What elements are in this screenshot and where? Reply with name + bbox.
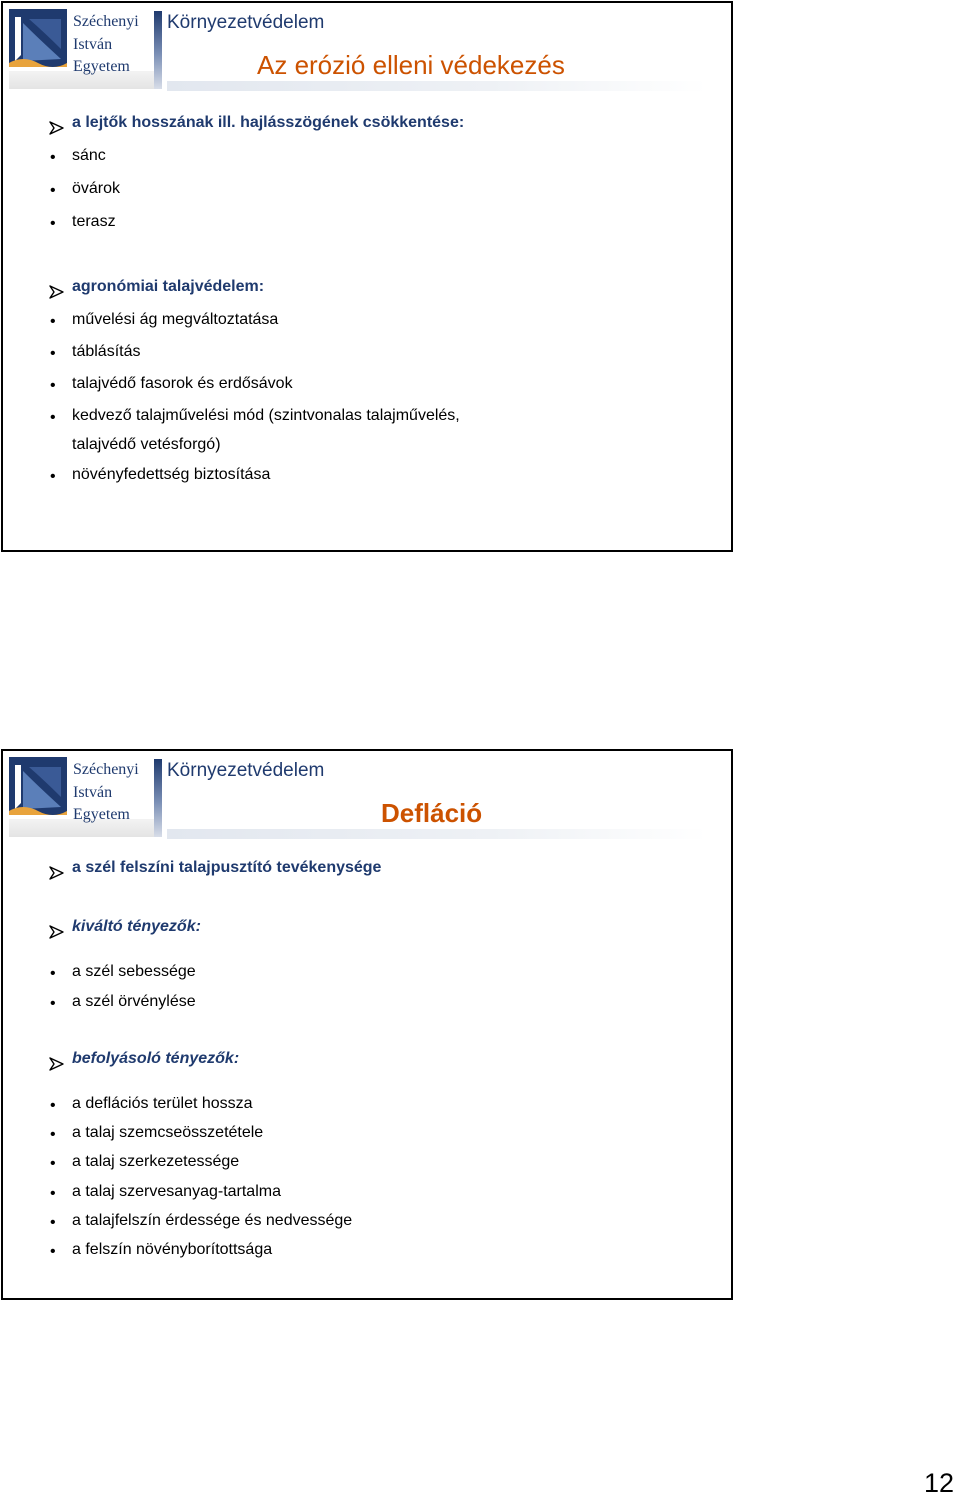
- section-heading-item: [48, 918, 201, 936]
- item-text: övárok: [72, 180, 121, 197]
- arrow-bullet-icon: [48, 1055, 68, 1073]
- university-line-3: Egyetem: [73, 58, 130, 75]
- item-text: terasz: [72, 213, 116, 230]
- item-text: a talaj szerkezetessége: [72, 1153, 240, 1170]
- list-item: [48, 147, 106, 165]
- bullet-icon: •: [50, 1243, 56, 1260]
- list-item: [48, 407, 460, 425]
- university-line-2: István: [73, 783, 113, 801]
- item-text: a talajfelszín érdessége és nedvessége: [72, 1212, 353, 1229]
- list-item: [48, 963, 196, 981]
- arrow-bullet-icon: [48, 119, 68, 137]
- bullet-icon: •: [50, 1097, 56, 1114]
- item-text: a talaj szervesanyag-tartalma: [72, 1183, 281, 1200]
- arrow-bullet-icon: [48, 923, 68, 941]
- bullet-icon: •: [50, 965, 56, 982]
- bullet-icon: •: [50, 377, 56, 394]
- university-name: [73, 11, 139, 79]
- bullet-icon: •: [50, 468, 56, 485]
- slide-title: Az erózió elleni védekezés: [257, 50, 565, 80]
- slide-title: Defláció: [381, 798, 483, 828]
- list-item: [48, 1183, 281, 1201]
- list-item: [48, 311, 278, 329]
- item-text: a felszín növényborítottsága: [72, 1241, 273, 1258]
- item-text: befolyásoló tényezők:: [72, 1050, 240, 1067]
- university-name: [73, 759, 139, 827]
- item-text: talajvédő vetésforgó): [72, 436, 221, 453]
- university-line-1: Széchenyi: [73, 13, 139, 30]
- department-label: Környezetvédelem: [167, 12, 325, 33]
- list-item: [48, 1153, 239, 1171]
- item-text: kiváltó tényezők:: [72, 918, 201, 935]
- header-vertical-bar: [154, 759, 162, 837]
- item-text: növényfedettség biztosítása: [72, 466, 271, 483]
- bullet-icon: •: [50, 149, 56, 166]
- bullet-icon: •: [50, 215, 56, 232]
- item-text: a szél felszíni talajpusztító tevékenysége: [72, 859, 382, 876]
- list-item: [48, 375, 293, 393]
- arrow-bullet-icon: [48, 283, 68, 301]
- item-text: kedvező talajművelési mód (szintvonalas talajművelés,: [72, 407, 460, 424]
- university-logo-icon: [9, 9, 67, 67]
- arrow-bullet-icon: [48, 864, 68, 882]
- list-item: [48, 343, 140, 361]
- item-text: a lejtők hosszának ill. hajlásszögének csökkentése:: [72, 114, 465, 131]
- list-item: [48, 180, 120, 198]
- item-text: a szél sebessége: [72, 963, 196, 980]
- list-item: [48, 1241, 272, 1259]
- bullet-icon: •: [50, 1155, 56, 1172]
- section-heading-item: [48, 114, 464, 132]
- header-horizontal-bar: [167, 829, 707, 839]
- item-text: a deflációs terület hossza: [72, 1095, 253, 1112]
- bullet-icon: •: [50, 1214, 56, 1231]
- section-heading-item: [48, 859, 381, 877]
- bullet-icon: •: [50, 345, 56, 362]
- department-label: Környezetvédelem: [167, 760, 325, 781]
- page-number: 12: [923, 1468, 954, 1498]
- bullet-icon: •: [50, 409, 56, 426]
- bullet-icon: •: [50, 995, 56, 1012]
- header-vertical-bar: [154, 11, 162, 89]
- bullet-icon: •: [50, 313, 56, 330]
- list-item: [48, 436, 221, 454]
- header-horizontal-bar: [167, 81, 707, 91]
- item-text: a talaj szemcseösszetétele: [72, 1124, 264, 1141]
- university-line-3: Egyetem: [73, 806, 130, 823]
- university-line-1: Széchenyi: [73, 761, 139, 778]
- bullet-icon: •: [50, 1126, 56, 1143]
- list-item: [48, 1124, 263, 1142]
- bullet-icon: •: [50, 182, 56, 199]
- list-item: [48, 1095, 253, 1113]
- item-text: a szél örvénylése: [72, 993, 196, 1010]
- list-item: [48, 993, 196, 1011]
- list-item: [48, 213, 116, 231]
- section-heading-item: [48, 1050, 239, 1068]
- university-logo-icon: [9, 757, 67, 815]
- section-heading-item: [48, 278, 264, 296]
- item-text: művelési ág megváltoztatása: [72, 311, 279, 328]
- university-line-2: István: [73, 35, 113, 53]
- list-item: [48, 1212, 352, 1230]
- list-item: [48, 466, 270, 484]
- item-text: agronómiai talajvédelem:: [72, 278, 265, 295]
- bullet-icon: •: [50, 1185, 56, 1202]
- item-text: sánc: [72, 147, 106, 164]
- item-text: talajvédő fasorok és erdősávok: [72, 375, 293, 392]
- item-text: táblásítás: [72, 343, 141, 360]
